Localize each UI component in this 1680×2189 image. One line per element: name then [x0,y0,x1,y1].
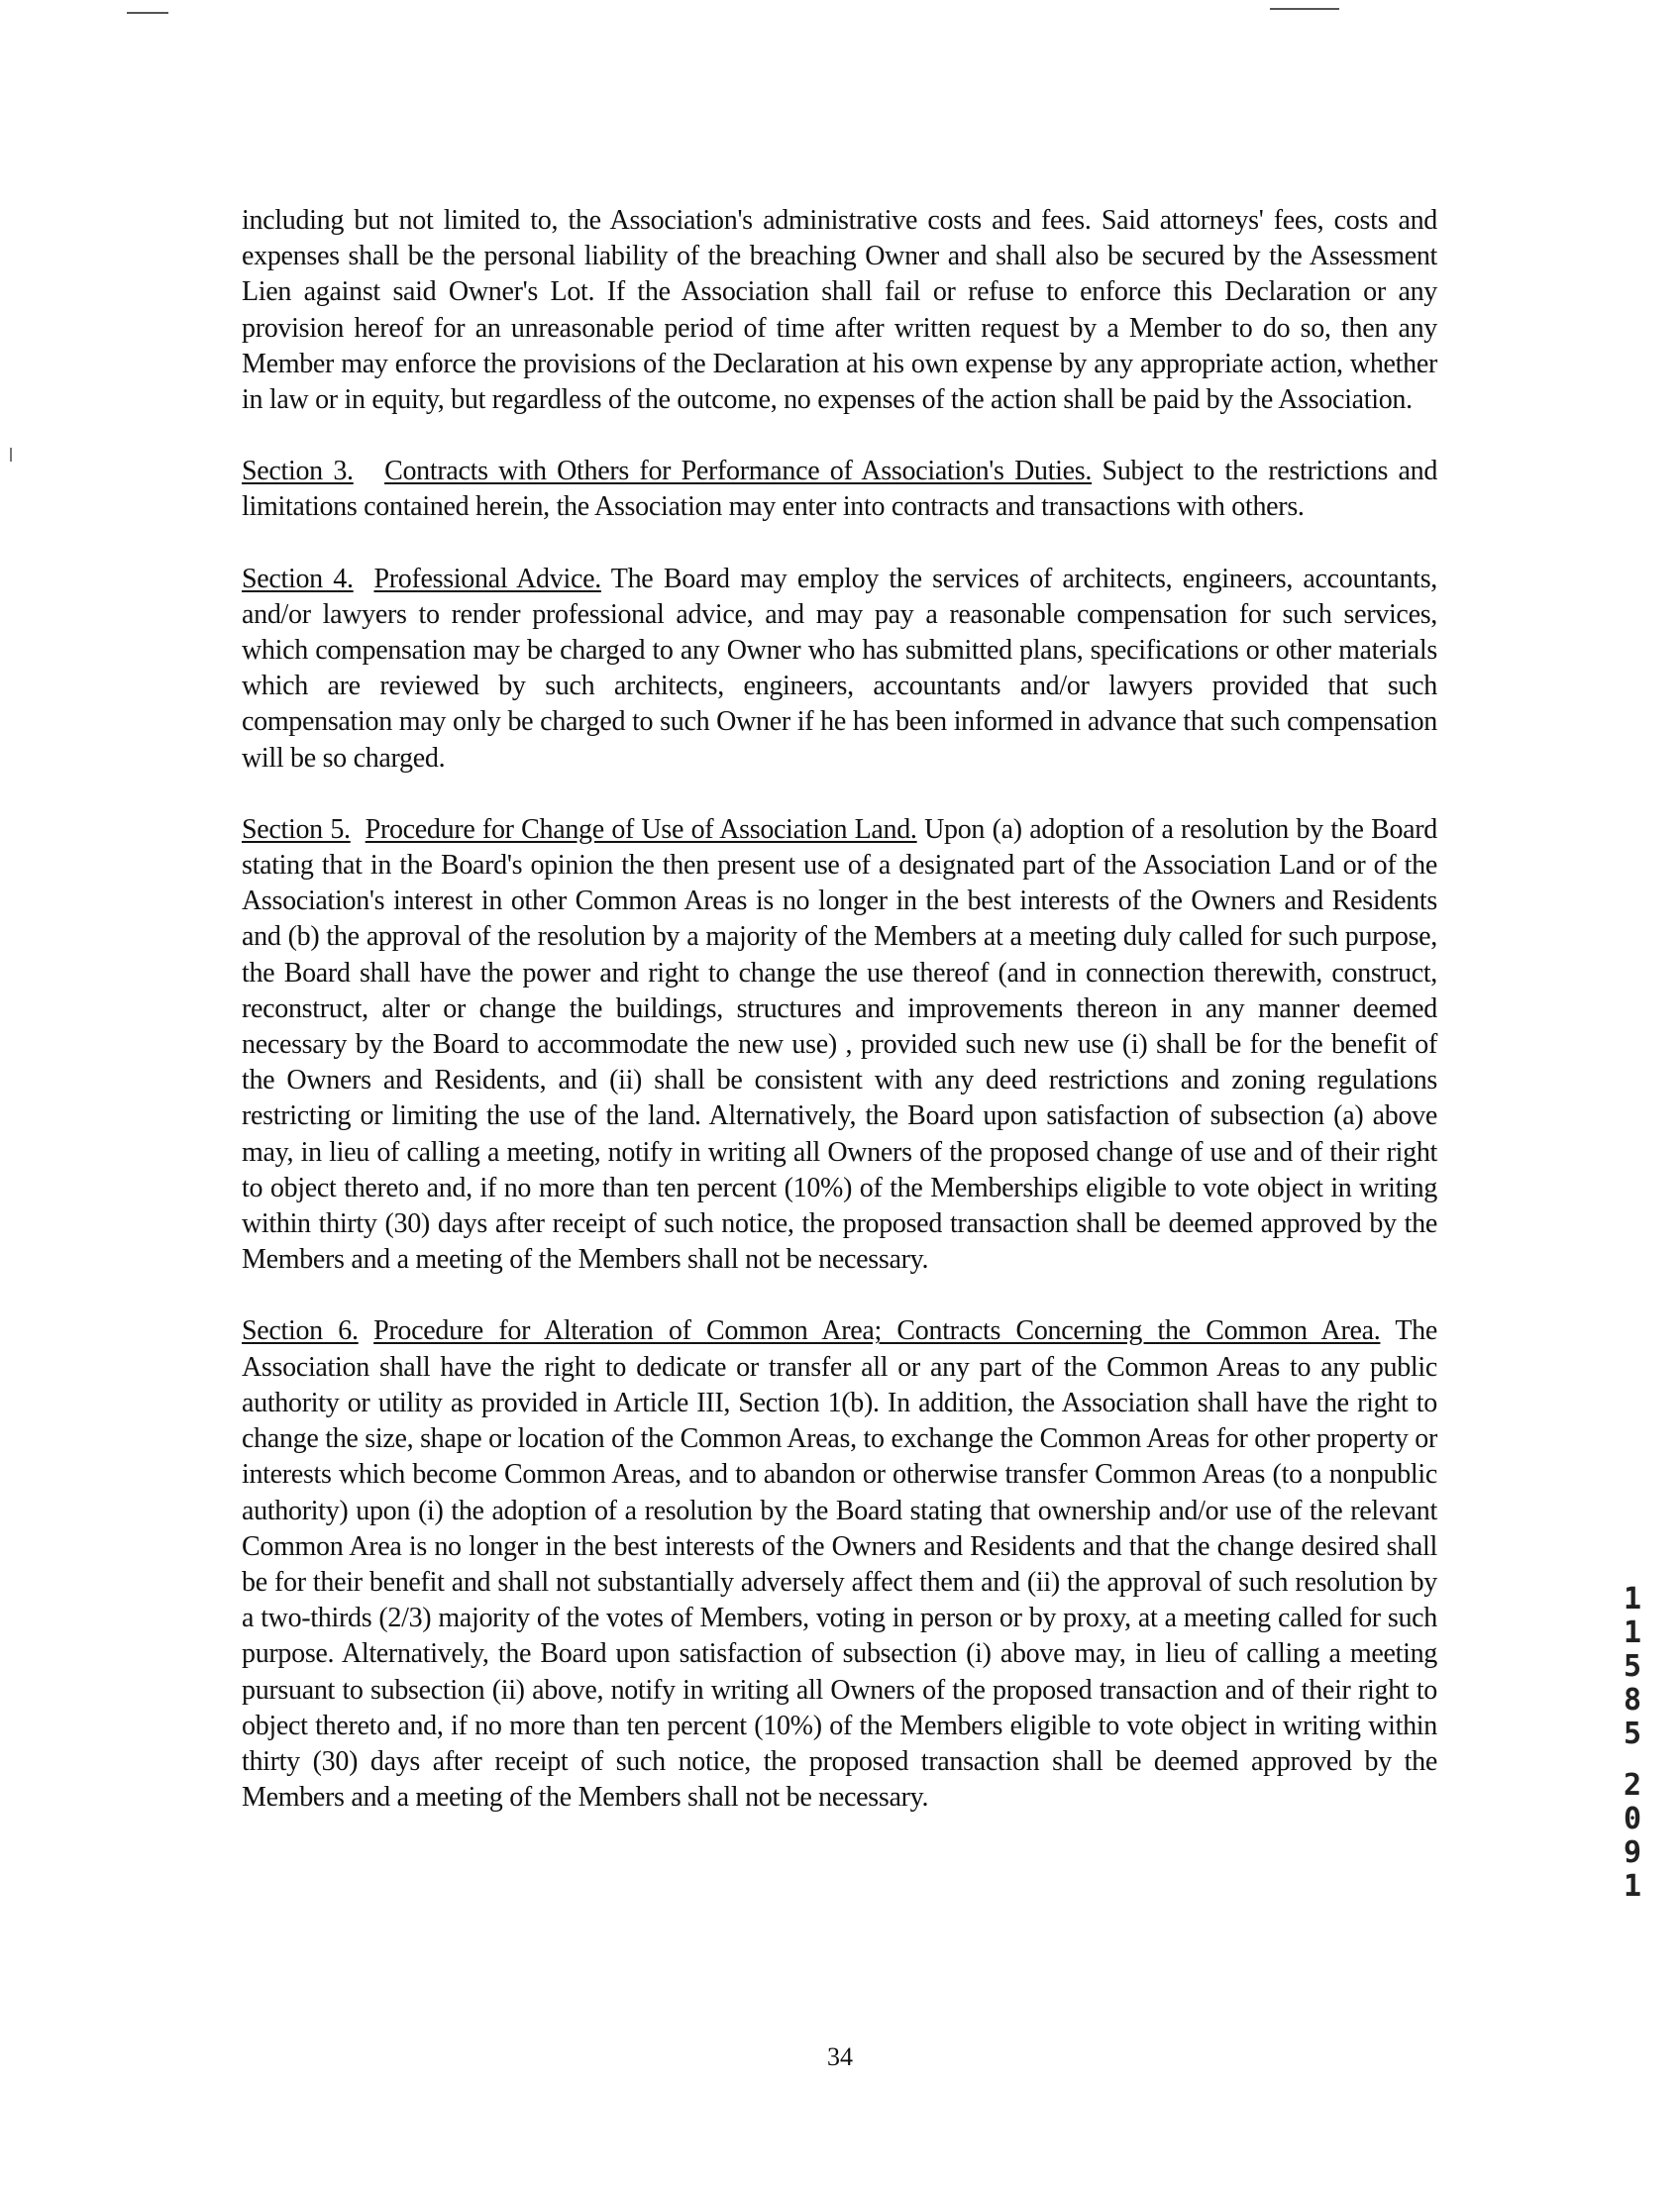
stamp-digit: 8 [1623,1683,1642,1718]
stamp-digit: 2 [1623,1768,1642,1803]
section-number: Section 4. [242,563,354,594]
page-number: 34 [827,2042,853,2071]
paragraph-section-3 [242,454,1437,525]
paragraph-section-6 [242,1313,1437,1816]
paragraph-text: including but not limited to, the Association's administrative costs and fees. Said attorneys' fees, costs and expenses shall be the personal liability of the breaching Owner and shall also be secured by the Assessment Lien against said Owner's Lot. If the Association shall fail or refuse to enforce this Declaration or any provision hereof for an unreasonable period of time after written request by a Member to do so, then any Member may enforce the provisions of the Declaration at his own expense by any appropriate action, whether in law or in equity, but regardless of the outcome, no expenses of the action shall be paid by the Association. [242,205,1437,416]
paragraph-text: The Association shall have the right to dedicate or transfer all or any part of the Common Areas to any public authority or utility as provided in Article III, Section 1(b). In addition, the Association shall have the right to change the size, shape or location of the Common Areas, to exchange the Common Areas for other property or interests which become Common Areas, and to abandon or otherwise transfer Common Areas (to a nonpublic authority) upon (i) the adoption of a resolution by the Board stating that ownership and/or use of the relevant Common Area is no longer in the best interests of the Owners and Residents and that the change desired shall be for their benefit and shall not substantially adversely affect them and (ii) the approval of such resolution by a two-thirds (2/3) majority of the votes of Members, voting in person or by proxy, at a meeting called for such purpose. Alternatively, the Board upon satisfaction of subsection (i) above may, in lieu of calling a meeting pursuant to subsection (ii) above, notify in writing all Owners of the proposed transaction and of their right to object thereto and, if no more than ten percent (10%) of the Members eligible to vote object in writing within thirty (30) days after receipt of such notice, the proposed transaction shall be deemed approved by the Members and a meeting of the Members shall not be necessary. [242,1315,1437,1814]
stamp-digit: 5 [1623,1649,1642,1684]
scan-mark-top-left [127,12,168,14]
stamp-digit: 5 [1623,1717,1642,1751]
section-title: Contracts with Others for Performance of Association's Duties. [384,456,1093,487]
scan-edge-tick [10,448,12,462]
paragraph-continuation [242,203,1437,418]
section-title: Procedure for Alteration of Common Area; Contracts Concerning the Common Area. [373,1315,1381,1347]
section-title: Professional Advice. [373,563,601,594]
section-number: Section 3. [242,456,354,487]
stamp-digit: 0 [1623,1802,1642,1836]
side-stamp-group-two [1613,1769,1652,1904]
section-number: Section 5. [242,813,351,845]
paragraph-text: Subject to the restrictions and limitations contained herein, the Association may enter into contracts and transactions with others. [242,456,1438,523]
side-stamp-group-one [1613,1583,1652,1751]
scan-mark-top-right [1270,8,1339,10]
paragraph-section-4 [242,562,1437,777]
paragraph-text: Upon (a) adoption of a resolution by the Board stating that in the Board's opinion the then present use of a designated part of the Association Land or of the Association's interest in other Common Areas is no longer in the best interests of the Owners and Residents and (b) the approval of the resolution by a majority of the Members at a meeting duly called for such purpose, the Board shall have the power and right to change the use thereof (and in connection therewith, construct, reconstruct, alter or change the buildings, structures and improvements thereon in any manner deemed necessary by the Board to accommodate the new use) , provided such new use (i) shall be for the benefit of the Owners and Residents, and (ii) shall be consistent with any deed restrictions and zoning regulations restricting or limiting the use of the land. Alternatively, the Board upon satisfaction of subsection (a) above may, in lieu of calling a meeting, notify in writing all Owners of the proposed change of use and of their right to object thereto and, if no more than ten percent (10%) of the Memberships eligible to vote object in writing within thirty (30) days after receipt of such notice, the proposed transaction shall be deemed approved by the Members and a meeting of the Members shall not be necessary. [242,813,1438,1276]
stamp-digit: 9 [1623,1835,1642,1870]
paragraph-section-5 [242,812,1437,1279]
section-title: Procedure for Change of Use of Association Land. [365,813,917,845]
stamp-digit: 1 [1623,1869,1642,1904]
stamp-digit: 1 [1623,1616,1642,1650]
document-body [242,203,1437,1851]
paragraph-text: The Board may employ the services of architects, engineers, accountants, and/or lawyers to render professional advice, and may pay a reasonable compensation for such services, which compensation may be charged to any Owner who has submitted plans, specifications or other materials which are reviewed by such architects, engineers, accountants and/or lawyers provided that such compensation may only be charged to such Owner if he has been informed in advance that such compensation will be so charged. [242,563,1437,774]
section-number: Section 6. [242,1315,359,1347]
stamp-digit: 1 [1623,1582,1642,1616]
